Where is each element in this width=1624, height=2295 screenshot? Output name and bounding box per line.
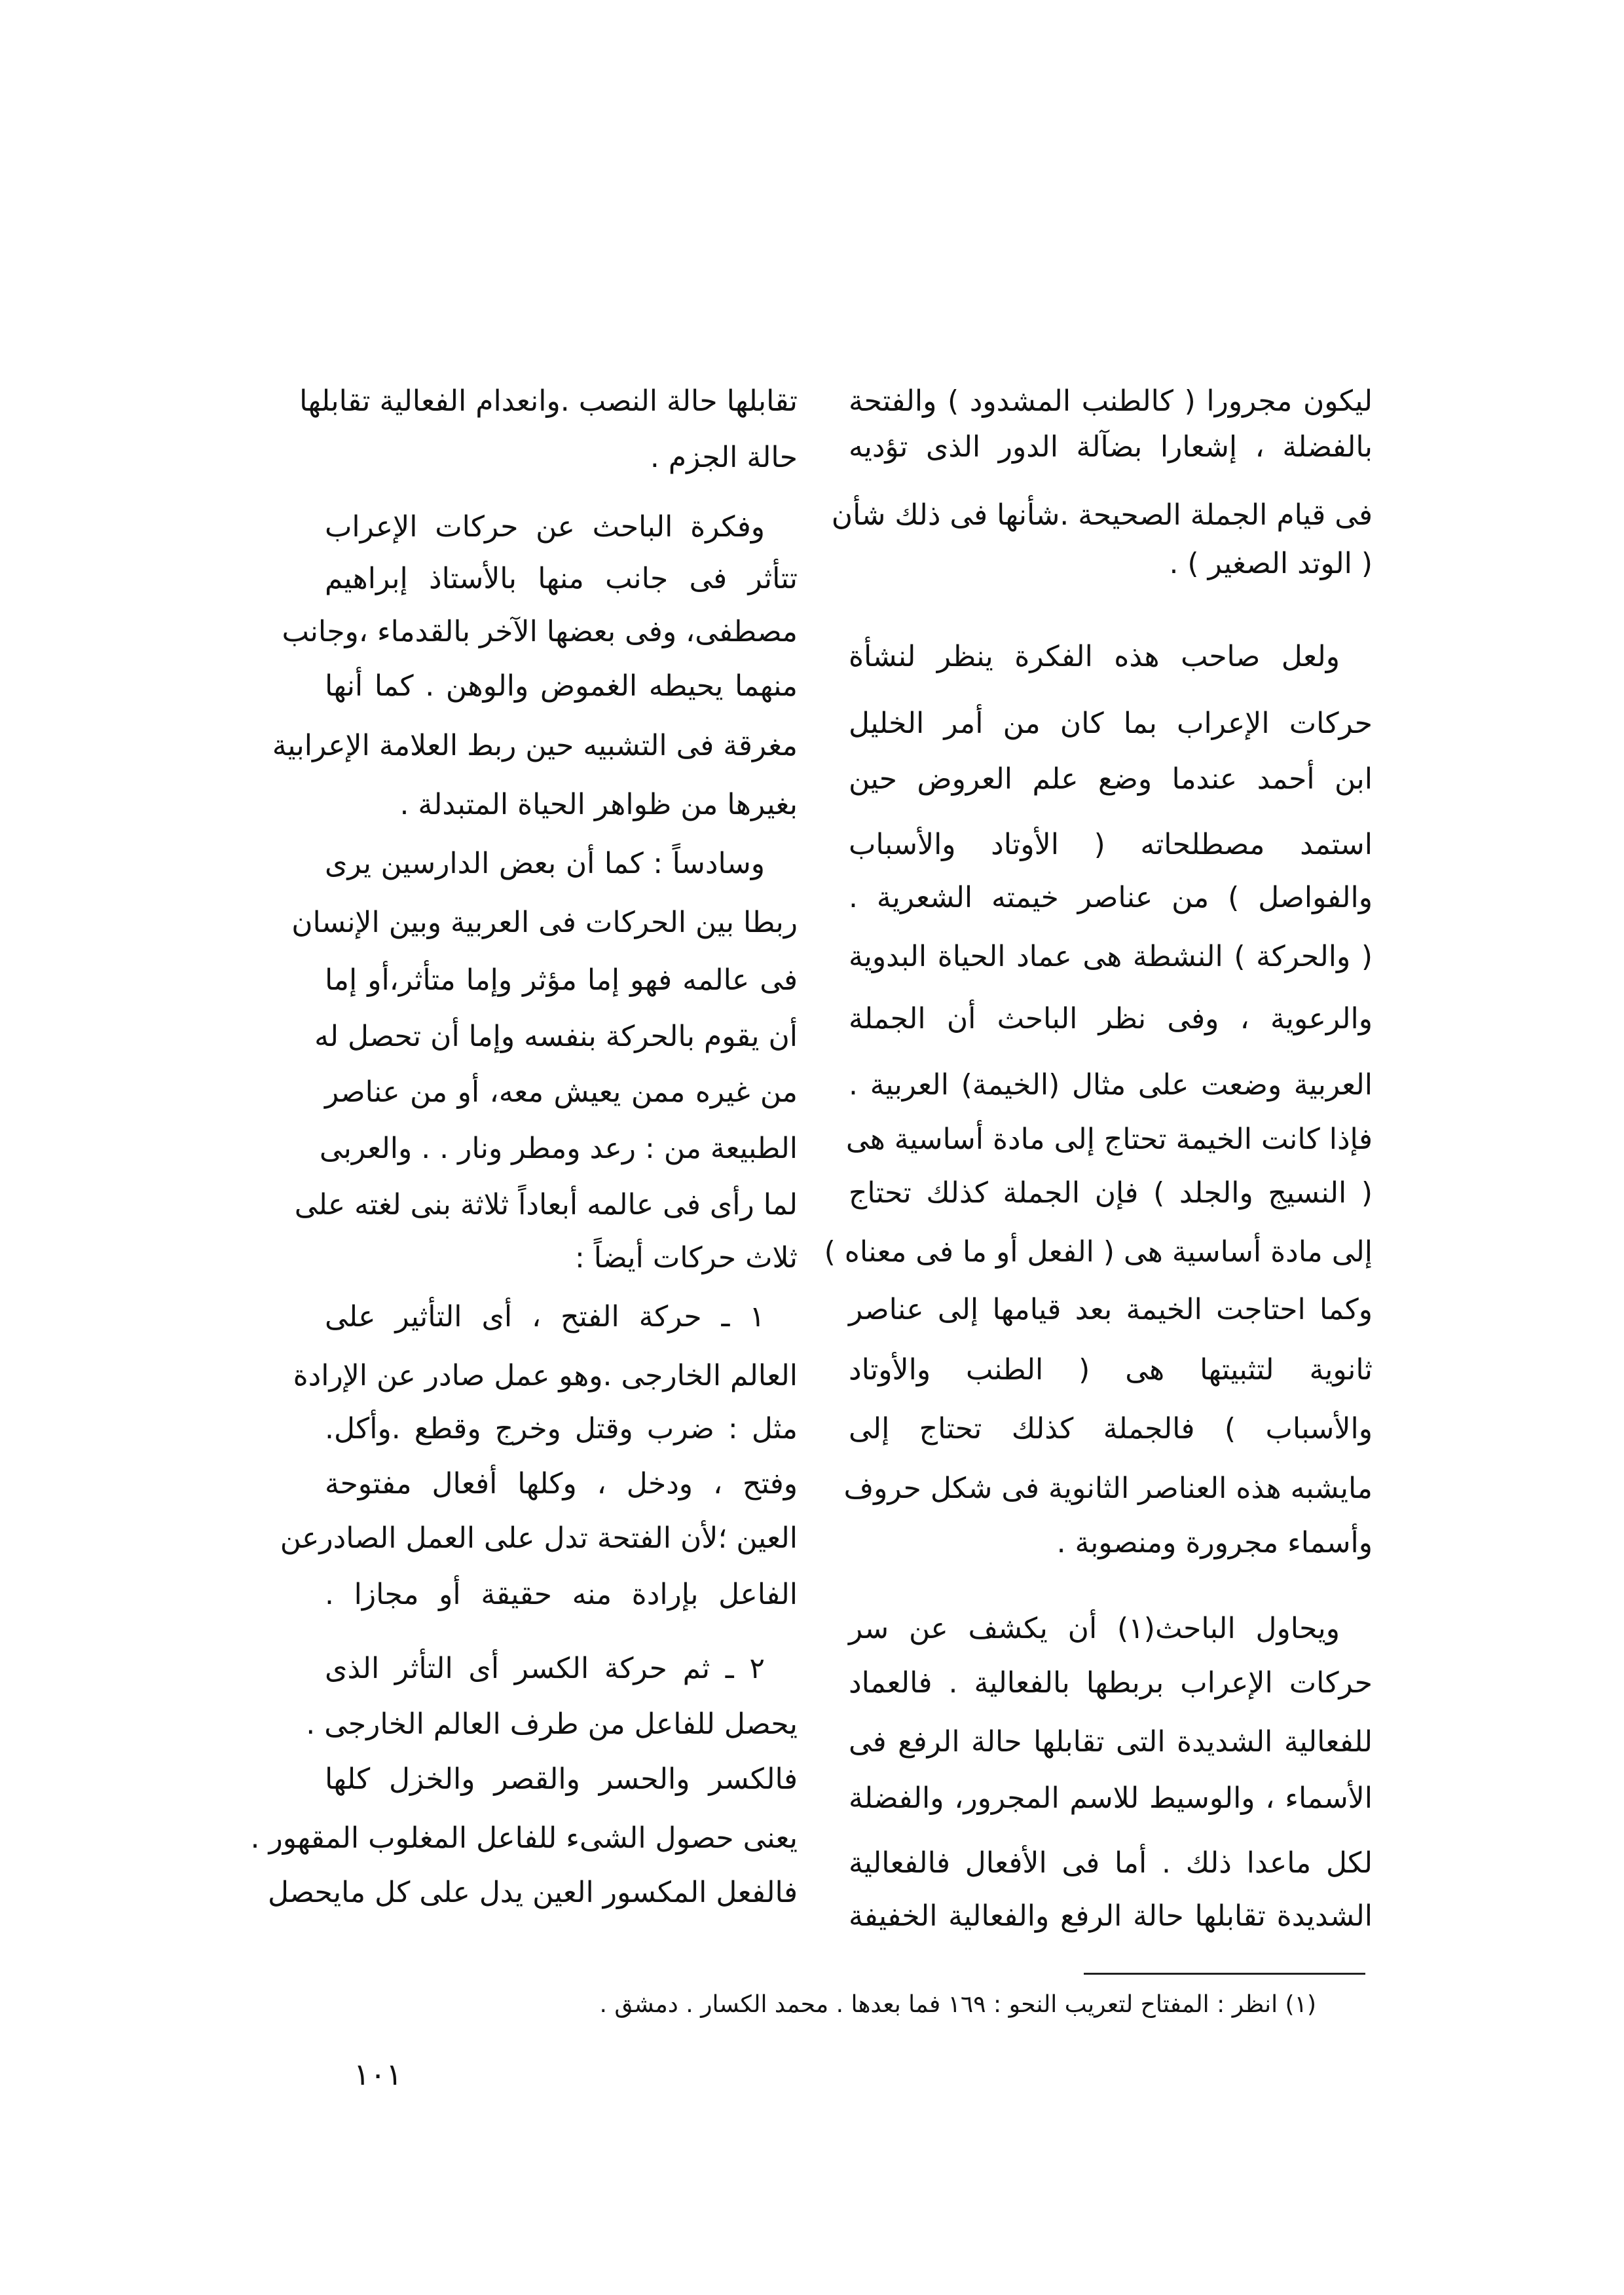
page-number: ١٠١ (354, 2057, 403, 2092)
text-line: منهما يحيطه الغموض والوهن . كما أنها (325, 669, 798, 703)
text-line: ويحاول الباحث(١) أن يكشف عن سر (849, 1611, 1340, 1645)
text-line: ( النسيج والجلد ) فإن الجملة كذلك تحتاج (849, 1176, 1373, 1210)
text-line: فإذا كانت الخيمة تحتاج إلى مادة أساسية هى (845, 1123, 1373, 1157)
text-line: إلى مادة أساسية هى ( الفعل أو ما فى معناه ) (824, 1235, 1373, 1269)
text-line: مثل : ضرب وقتل وخرج وقطع .وأكل. (325, 1412, 798, 1446)
text-line: بغيرها من ظواهر الحياة المتبدلة . (399, 787, 798, 821)
text-line: العالم الخارجى .وهو عمل صادر عن الإرادة (293, 1359, 798, 1393)
text-line: لكل ماعدا ذلك . أما فى الأفعال فالفعالية (849, 1846, 1373, 1880)
text-line: وسادساً : كما أن بعض الدارسين يرى (325, 846, 765, 880)
text-line: فالكسر والحسر والقصر والخزل كلها (325, 1762, 798, 1796)
text-line: حركات الإعراب بربطها بالفعالية . فالعماد (849, 1666, 1373, 1700)
text-line: العربية وضعت على مثال (الخيمة) العربية . (849, 1068, 1373, 1102)
text-line: استمد مصطلحاته ( الأوتاد والأسباب (849, 827, 1373, 861)
text-line: ( الوتد الصغير ) . (1169, 547, 1373, 581)
text-line: مايشبه هذه العناصر الثانوية فى شكل حروف (843, 1471, 1373, 1505)
text-line: ٢ ـ ثم حركة الكسر أى التأثر الذى (325, 1651, 765, 1685)
text-line: بالفضلة ، إشعارا بضآلة الدور الذى تؤديه (849, 430, 1373, 464)
text-line: وفتح ، ودخل ، وكلها أفعال مفتوحة (325, 1466, 798, 1501)
text-line: وأسماء مجرورة ومنصوبة . (1056, 1525, 1373, 1559)
text-line: ١ ـ حركة الفتح ، أى التأثير على (325, 1300, 765, 1334)
text-line: تتأثر فى جانب منها بالأستاذ إبراهيم (325, 561, 798, 595)
text-line: ربطا بين الحركات فى العربية وبين الإنسان (291, 906, 798, 940)
text-line: حركات الإعراب بما كان من أمر الخليل (849, 706, 1373, 740)
text-line: والفواصل ) من عناصر خيمته الشعرية . (849, 880, 1373, 914)
text-line: من غيره ممن يعيش معه، أو من عناصر (325, 1075, 798, 1110)
text-line: الشديدة تقابلها حالة الرفع والفعالية الخفيفة (849, 1899, 1373, 1933)
text-line: ( والحركة ) النشطة هى عماد الحياة البدوية (849, 939, 1373, 973)
footnote-divider (1084, 1973, 1365, 1975)
text-line: وكما احتاجت الخيمة بعد قيامها إلى عناصر (849, 1292, 1373, 1326)
text-line: فالفعل المكسور العين يدل على كل مايحصل (268, 1876, 798, 1910)
text-line: ليكون مجرورا ( كالطنب المشدود ) والفتحة (849, 384, 1373, 419)
text-line: تقابلها حالة النصب .وانعدام الفعالية تقابلها (299, 384, 798, 419)
text-line: يحصل للفاعل من طرف العالم الخارجى . (306, 1707, 798, 1742)
text-line: أن يقوم بالحركة بنفسه وإما أن تحصل له (314, 1019, 798, 1053)
text-line: الطبيعة من : رعد ومطر ونار . . والعربى (319, 1132, 798, 1165)
text-line: ثلاث حركات أيضاً : (575, 1241, 798, 1275)
text-line: ثانوية لتثبيتها هى ( الطنب والأوتاد (849, 1353, 1373, 1387)
text-line: لما رأى فى عالمه أبعاداً ثلاثة بنى لغته على (294, 1187, 798, 1222)
text-line: العين ؛لأن الفتحة تدل على العمل الصادرعن (280, 1521, 798, 1556)
text-line: والرعوية ، وفى نظر الباحث أن الجملة (849, 1001, 1373, 1036)
text-line: والأسباب ) فالجملة كذلك تحتاج إلى (849, 1412, 1373, 1446)
text-line: ابن أحمد عندما وضع علم العروض حين (849, 762, 1373, 796)
text-line: حالة الجزم . (650, 440, 798, 474)
text-line: وفكرة الباحث عن حركات الإعراب (325, 510, 765, 544)
text-line: فى قيام الجملة الصحيحة .شأنها فى ذلك شأن (831, 498, 1373, 532)
text-line: مغرقة فى التشبيه حين ربط العلامة الإعرابية (272, 728, 798, 762)
text-line: للفعالية الشديدة التى تقابلها حالة الرفع فى (849, 1725, 1373, 1759)
text-line: الأسماء ، والوسيط للاسم المجرور، والفضلة (849, 1781, 1373, 1815)
text-line: فى عالمه فهو إما مؤثر وإما متأثر،أو إما (325, 963, 798, 997)
footnote: (١) انظر : المفتاح لتعريب النحو : ١٦٩ فما بعدها . محمد الكسار . دمشق . (599, 1991, 1316, 2018)
text-line: يعنى حصول الشىء للفاعل المغلوب المقهور . (250, 1821, 798, 1855)
text-line: ولعل صاحب هذه الفكرة ينظر لنشأة (849, 640, 1340, 674)
text-line: الفاعل بإرادة منه حقيقة أو مجازا . (325, 1577, 798, 1611)
text-line: مصطفى، وفى بعضها الآخر بالقدماء ،وجانب (282, 614, 798, 648)
